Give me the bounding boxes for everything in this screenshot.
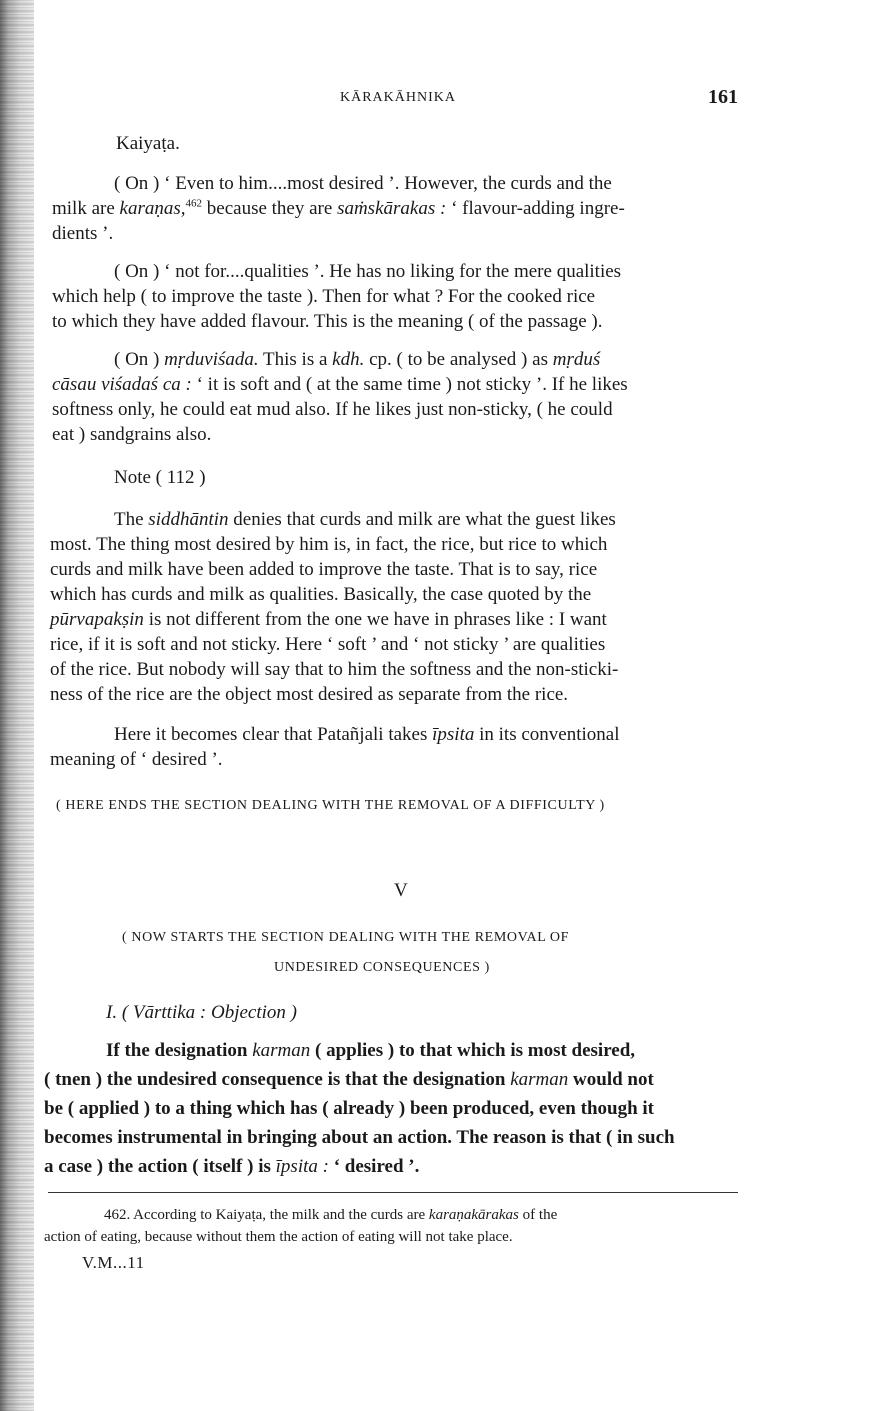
note-label: Note ( 112 ) xyxy=(114,467,206,488)
scan-shadow-edge xyxy=(0,0,34,1411)
text-line: dients ’. xyxy=(52,223,114,244)
text-line: ( tnen ) the undesired consequence is that the designation karman would not xyxy=(44,1069,654,1090)
text-line: becomes instrumental in bringing about an action. The reason is that ( in such xyxy=(44,1127,675,1148)
text-line: cāsau viśadaś ca : ‘ it is soft and ( at the same time ) not sticky ’. If he likes xyxy=(52,374,628,395)
text-line: If the designation karman ( applies ) to that which is most desired, xyxy=(106,1040,636,1061)
text-line: softness only, he could eat mud also. If he likes just non-sticky, ( he could xyxy=(52,399,613,420)
text-line: which help ( to improve the taste ). Then for what ? For the cooked rice xyxy=(52,286,596,307)
text-line: ( On ) mṛduviśada. This is a kdh. cp. ( to be analysed ) as mṛduś xyxy=(114,349,601,370)
section-start-heading-line1: ( NOW STARTS THE SECTION DEALING WITH THE REMOVAL OF xyxy=(122,930,570,945)
paragraph-curds-milk xyxy=(52,171,750,246)
footnote-ref: 462 xyxy=(185,197,203,210)
text-line: ( On ) ‘ not for....qualities ’. He has no liking for the mere qualities xyxy=(114,261,622,282)
signature-mark: V.M...11 xyxy=(82,1253,145,1272)
text-line: pūrvapakṣin is not different from the one we have in phrases like : I want xyxy=(50,609,607,630)
text-line: 462. According to Kaiyaṭa, the milk and the curds are karaṇakārakas of the xyxy=(104,1207,558,1223)
text-line: curds and milk have been added to improve the taste. That is to say, rice xyxy=(50,559,598,580)
footnote-rule xyxy=(48,1192,738,1193)
varttika-text xyxy=(44,1036,742,1181)
section-end-heading: ( HERE ENDS THE SECTION DEALING WITH THE REMOVAL OF A DIFFICULTY ) xyxy=(56,798,605,813)
paragraph-mrduvisada xyxy=(52,347,750,447)
varttika-heading: I. ( Vārttika : Objection ) xyxy=(106,1002,298,1023)
text-line: The siddhāntin denies that curds and milk are what the guest likes xyxy=(114,509,616,530)
text-line: rice, if it is soft and not sticky. Here ‘ soft ’ and ‘ not sticky ’ are qualities xyxy=(50,634,606,655)
text-line: ( On ) ‘ Even to him....most desired ’. However, the curds and the xyxy=(114,173,612,194)
paragraph-qualities xyxy=(52,259,750,334)
text-line: which has curds and milk as qualities. Basically, the case quoted by the xyxy=(50,584,592,605)
text-line: be ( applied ) to a thing which has ( already ) been produced, even though it xyxy=(44,1098,655,1119)
text-line: a case ) the action ( itself ) is īpsita : ‘ desired ’. xyxy=(44,1156,420,1177)
text-line: most. The thing most desired by him is, in fact, the rice, but rice to which xyxy=(50,534,608,555)
text-line: of the rice. But nobody will say that to him the softness and the non-sticki- xyxy=(50,659,619,680)
text-line: Here it becomes clear that Patañjali takes īpsita in its conventional xyxy=(114,724,620,745)
running-head: KĀRAKĀHNIKA xyxy=(340,90,456,105)
text-line: action of eating, because without them the action of eating will not take place. xyxy=(44,1229,513,1245)
text-line: meaning of ‘ desired ’. xyxy=(50,749,223,770)
footnote xyxy=(44,1204,744,1248)
section-number: V xyxy=(394,880,408,901)
section-start-heading-line2: UNDESIRED CONSEQUENCES ) xyxy=(274,960,490,975)
paragraph-siddhantin xyxy=(50,507,750,707)
kaiyata-label: Kaiyaṭa. xyxy=(116,133,180,154)
paragraph-patanjali xyxy=(50,722,750,772)
text-line: to which they have added flavour. This is the meaning ( of the passage ). xyxy=(52,311,603,332)
text-line: ness of the rice are the object most desired as separate from the rice. xyxy=(50,684,569,705)
page-number: 161 xyxy=(708,86,738,108)
text-line: eat ) sandgrains also. xyxy=(52,424,212,445)
text-line: milk are karaṇas,$^{462}$ because they are saṁskārakas : ‘ flavour-adding ingre- xyxy=(52,197,625,219)
